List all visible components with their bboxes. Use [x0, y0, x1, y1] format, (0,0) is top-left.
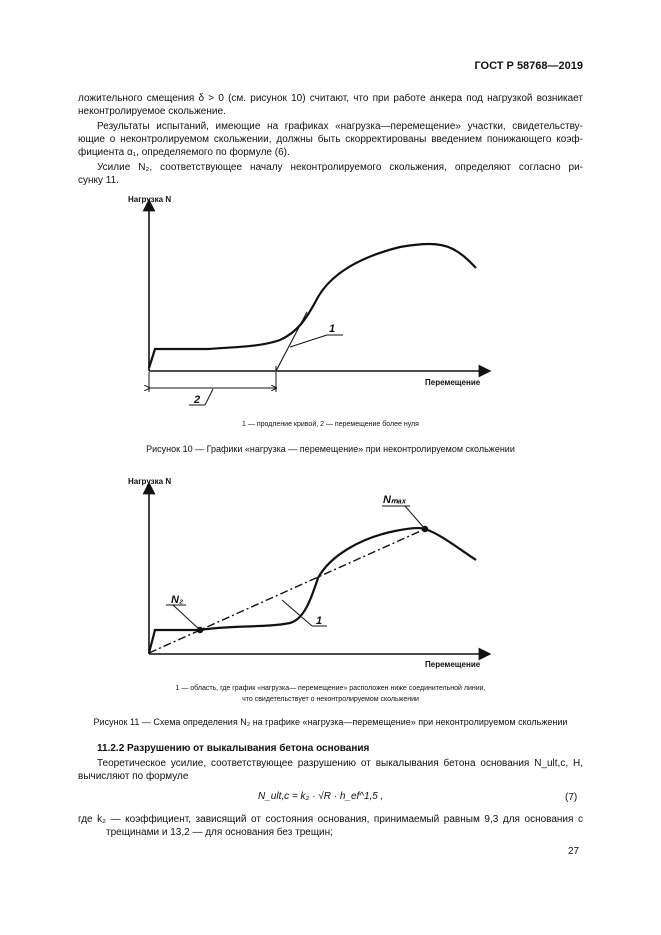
- fig10-marker2-leader: [205, 389, 213, 405]
- fig10-marker2: 2: [194, 394, 201, 406]
- fig10-legend: 1 — продление кривой, 2 — перемещение более нуля: [242, 421, 419, 428]
- where-line2: трещинами и 13,2 — для основания без трещин;: [106, 827, 333, 838]
- figure-10-diagram: [0, 185, 661, 445]
- document-header: ГОСТ Р 58768—2019: [474, 60, 583, 72]
- para2-line2: ющие о неконтролируемом скольжении, должны быть скорректированы введением понижающего коэф-: [78, 134, 583, 145]
- fig11-nmax-leader: [405, 506, 425, 529]
- para1-line2: неконтролируемое скольжение.: [78, 106, 226, 117]
- fig10-caption: Рисунок 10 — Графики «нагрузка — перемещение» при неконтролируемом скольжении: [146, 444, 515, 454]
- para3-line1: Усилие N₂, соответствующее началу неконтролируемого скольжения, определяют согласно ри-: [97, 162, 583, 173]
- para1-line1: ложительного смещения δ > 0 (см. рисунок 10) считают, что при работе анкера под нагрузкой возникает: [78, 93, 583, 104]
- fig11-connecting-line: [149, 529, 425, 653]
- para2-line1: Результаты испытаний, имеющие на графиках «нагрузка—перемещение» участки, свидетельству-: [97, 121, 583, 132]
- formula-7: N_ult,c = k₂ · √R · h_ef^1,5 ,: [258, 791, 384, 802]
- fig11-n2-label: N₂: [171, 594, 184, 606]
- page-number: 27: [568, 846, 580, 857]
- fig11-nmax-label: Nₘₐₓ: [383, 494, 407, 506]
- fig10-y-label: Нагрузка N: [128, 195, 172, 204]
- fig11-load-curve: [149, 528, 476, 653]
- fig10-marker1-leader: [290, 335, 327, 347]
- section-line2: вычисляют по формуле: [78, 771, 189, 782]
- fig10-curve-extension: [276, 312, 307, 371]
- fig11-marker1: 1: [316, 615, 323, 627]
- section-title: 11.2.2 Разрушению от выкалывания бетона основания: [97, 743, 370, 754]
- fig11-x-label: Перемещение: [425, 660, 481, 669]
- fig11-y-label: Нагрузка N: [128, 477, 172, 486]
- fig11-legend-line1: 1 — область, где график «нагрузка— перемещение» расположен ниже соединительной линии,: [175, 685, 486, 692]
- figure-11-diagram: [0, 468, 661, 668]
- fig11-n2-leader: [173, 605, 200, 630]
- section-line1: Теоретическое усилие, соответствующее разрушению от выкалывания бетона основания N_ult,c, Н,: [97, 758, 583, 769]
- fig11-legend-line2: что свидетельствует о неконтролируемом скольжении: [242, 696, 419, 703]
- formula-number: (7): [565, 792, 578, 803]
- fig10-x-label: Перемещение: [425, 378, 481, 387]
- fig11-caption: Рисунок 11 — Схема определения N₂ на графике «нагрузка—перемещение» при неконтролируемом скольжении: [93, 717, 568, 727]
- fig10-load-curve: [149, 244, 476, 368]
- para3-line2: сунку 11.: [78, 175, 119, 186]
- fig10-marker1: 1: [329, 323, 336, 335]
- where-line1: где k₂ — коэффициент, зависящий от состояния основания, принимаемый равным 9,3 для основания с: [78, 814, 583, 825]
- para2-line3: фициента α₁, определяемого по формуле (6).: [78, 147, 290, 158]
